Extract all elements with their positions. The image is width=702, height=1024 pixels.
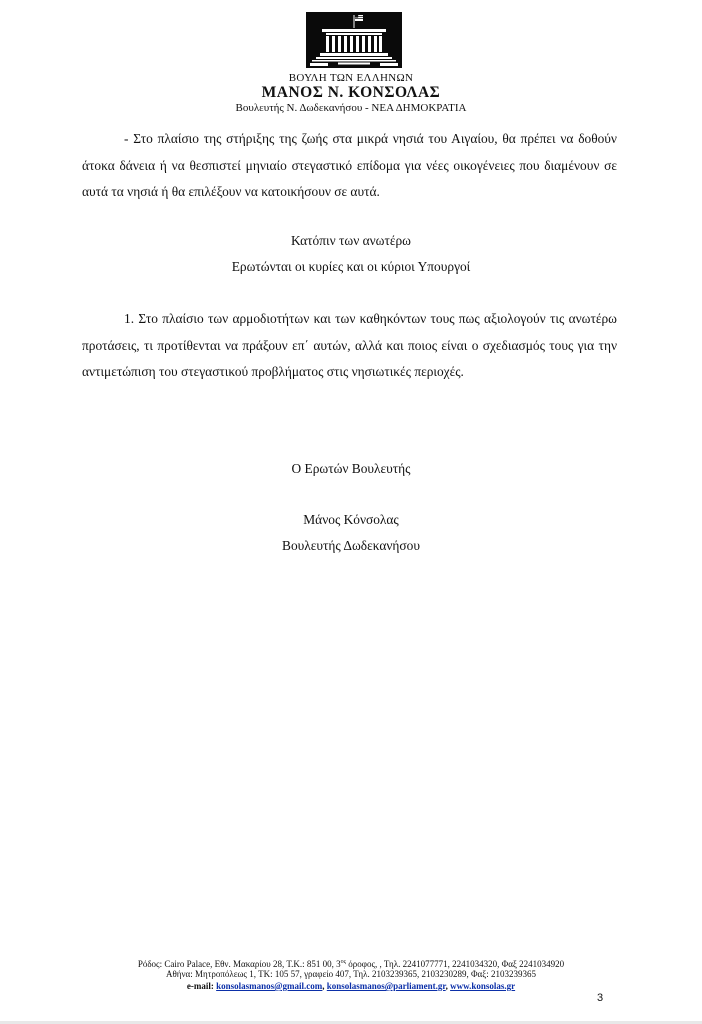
signature-role: Βουλευτής Δωδεκανήσου: [282, 538, 420, 553]
mp-name-heading: ΜΑΝΟΣ Ν. ΚΟΝΣΟΛΑΣ: [261, 84, 441, 101]
parliament-building-logo: [306, 12, 402, 68]
signature-title: Ο Ερωτών Βουλευτής: [291, 461, 411, 476]
footer-floor-superscript: ος: [340, 959, 347, 965]
footer-athens-address: Αθήνα: Μητροπόλεως 1, ΤΚ: 105 57, γραφείο 407, Τηλ. 2103239365, 2103230289, Φαξ: 2103239365: [165, 969, 537, 979]
footer-email-parliament-link[interactable]: konsolasmanos@parliament.gr: [326, 981, 446, 991]
footer-email-gmail-link[interactable]: konsolasmanos@gmail.com: [216, 981, 323, 991]
proposal-paragraph: - Στο πλαίσιο της στήριξης της ζωής στα μικρά νησιά του Αιγαίου, θα πρέπει να δοθούν άτοκα δάνεια ή να θεσπιστεί μηνιαίο στεγαστικό επίδομα για νέες οικογένειες που διαμένουν σε αυτά τα νησιά ή θα επιλέξουν να κατοικήσουν σε αυτά.: [82, 131, 617, 199]
question-paragraph: 1. Στο πλαίσιο των αρμοδιοτήτων και των καθηκόντων τους πως αξιολογούν τις ανωτέρω προτάσεις, τι προτίθενται να πράξουν επ΄ αυτών, αλλά και ποιος είναι ο σχεδιασμός τους για την αντιμετώπιση του στεγαστικού προβλήματος στις νησιωτικές περιοχές.: [82, 311, 617, 379]
footer-separator: ,: [322, 981, 327, 991]
footer-contact-line: [0, 981, 702, 993]
footer-rhodes-address-end: όροφος, , Τηλ. 2241077771, 2241034320, Φαξ 2241034920: [346, 959, 565, 969]
mp-role-heading: Βουλευτής Ν. Δωδεκανήσου - ΝΕΑ ΔΗΜΟΚΡΑΤΙΑ: [235, 102, 467, 114]
page-number: 3: [597, 992, 604, 1004]
section-heading-ministers: Ερωτώνται οι κυρίες και οι κύριοι Υπουργοί: [231, 259, 471, 274]
footer-separator: ,: [445, 981, 451, 991]
signature-name: Μάνος Κόνσολας: [303, 512, 399, 527]
section-heading-following: Κατόπιν των ανωτέρω: [290, 233, 411, 248]
footer-website-link[interactable]: www.konsolas.gr: [450, 981, 516, 991]
footer-rhodes-address-start: Ρόδος: Cairo Palace, Εθν. Μακαρίου 28, Τ.Κ.: 851 00, 3: [137, 959, 341, 969]
footer-email-label: e-mail:: [186, 981, 217, 991]
parliament-heading: ΒΟΥΛΗ ΤΩΝ ΕΛΛΗΝΩΝ: [288, 72, 414, 84]
